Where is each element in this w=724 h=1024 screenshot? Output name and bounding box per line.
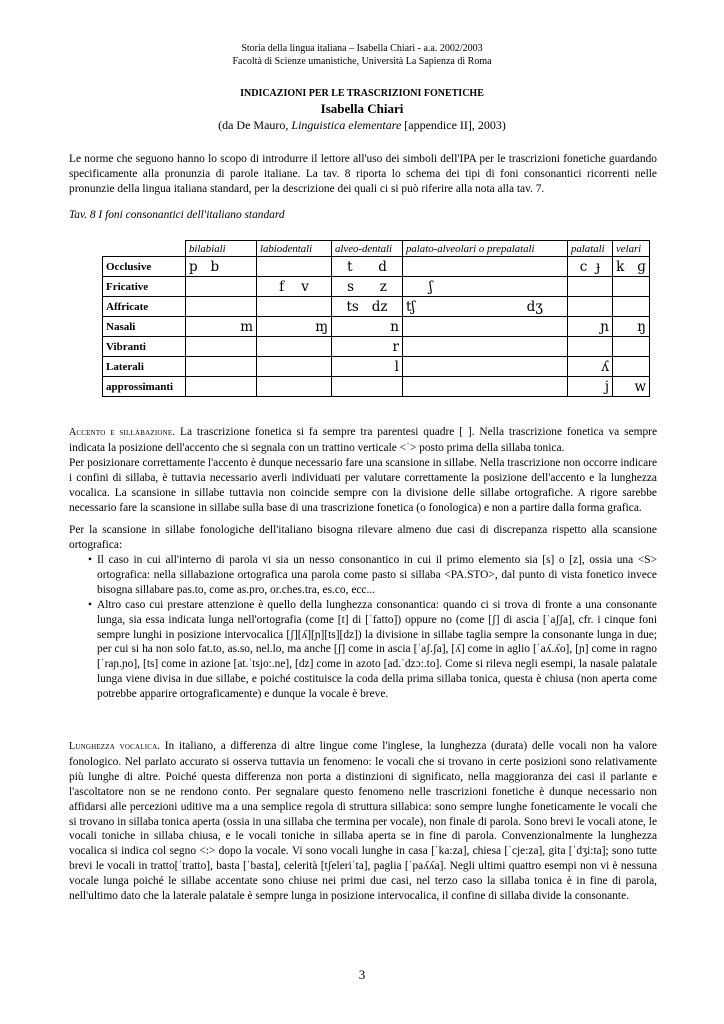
row-label: approssimanti [103, 377, 186, 397]
table-row [103, 317, 650, 337]
table-cell [257, 357, 332, 377]
running-header [0, 42, 724, 68]
list-item-text: Altro caso cui prestare attenzione è quello della lunghezza consonantica: quando ci si trova di fronte a una consonante lunga, sia essa indicata lunga nell'ortografia (come [t] di [ˈfatto]) oppure no (come [ʃ] di ascia [ˈaʃʃa], cfr. i cinque foni sempre lunghi in posizione intervocalica [ʃ][ʎ][ɲ][ts][dz]) la divisione in sillabe taglia sempre la consonante lunga in due; per cui si ha non solo fat.to, as.so, nel.lo, ma anche [ʃ] come in ascia [ˈaʃ.ʃa], [ʎ] come in aglio [ˈaʎ.ʎo], [ɲ] come in ragno [ˈraɲ.ɲo], [ts] come in azione [at.ˈtsjo:.ne], [dz] come in azoto [ad.ˈdzɔ:.to]. Come si rileva negli esempi, la nasale palatale lunga viene divisa in due sillabe, e poiché costituisce la coda della prima sillaba tonica, questa è chiusa (non aperta come potrebbe apparire ortograficamente) e dunque la vocale è breve. [97, 598, 657, 701]
accent-paragraph-1 [69, 425, 657, 456]
discrepancy-list [69, 553, 657, 702]
row-label: Occlusive [103, 257, 186, 277]
table-cell [332, 377, 403, 397]
table-cell: w [613, 377, 650, 397]
table-cell: ɲ [568, 317, 613, 337]
bullet-icon: • [88, 554, 92, 566]
list-item [69, 598, 657, 702]
table-cell: tʃ dʒ [403, 297, 568, 317]
col-header: labiodentali [257, 241, 332, 257]
table-row [103, 337, 650, 357]
table-cell: ɱ [257, 317, 332, 337]
table-cell: j [568, 377, 613, 397]
table-cell [257, 337, 332, 357]
table-cell [257, 377, 332, 397]
table-cell: r [332, 337, 403, 357]
table-cell: l [332, 357, 403, 377]
source-post: [appendice II], 2003) [401, 118, 506, 132]
table-corner-cell [103, 241, 186, 257]
section-heading-accent: Accento e sillabazione. [69, 427, 176, 438]
table-row [103, 257, 650, 277]
table-cell: t d [332, 257, 403, 277]
table-cell [403, 257, 568, 277]
table-cell [257, 257, 332, 277]
col-header: alveo-dentali [332, 241, 403, 257]
table-row [103, 297, 650, 317]
author-name: Isabella Chiari [320, 101, 404, 116]
table-header-row [103, 241, 650, 257]
table-cell [186, 357, 257, 377]
table-cell: ŋ [613, 317, 650, 337]
table-cell [186, 337, 257, 357]
table-cell: k ɡ [613, 257, 650, 277]
table-cell: c ɟ [568, 257, 613, 277]
table-row [103, 377, 650, 397]
col-header: palato-alveolari o prepalatali [403, 241, 568, 257]
page-number: 3 [358, 967, 366, 982]
table-cell [186, 377, 257, 397]
vowel-length-text: In italiano, a differenza di altre lingue come l'inglese, la lunghezza (durata) delle vocali non ha valore fonologico. Nel parlato accurato si osserva tuttavia un fenomeno: le vocali che si trovano in certe posizioni sono relativamente più lunghe di altre. Poiché questa differenza non porta a distinzioni di significato, nella maggioranza dei casi il parlante e l'ascoltatore non se ne rendono conto. Per segnalare questo fenomeno nelle trascrizioni fonetiche è dunque necessario non affidarsi alle percezioni uditive ma a una semplice regola di struttura sillabica: sono sempre lunghe foneticamente le vocali che si trovano in sillaba tonica aperta (ossia in una sillaba che termina per vocale), non finale di parola. Sono brevi le vocali atone, le vocali toniche in sillaba chiusa, e le vocali toniche in sillaba aperta se in fine di parola. Convenzionalmente la lunghezza vocalica si indica col segno <:> dopo la vocale. Vi sono vocali lunghe in casa [ˈka:za], chiesa [ˈcje:za], gita [ˈdʒi:ta]; sono tutte brevi le vocali in tratto[ˈtratto], basta [ˈbasta], celerità [tʃeleriˈta], paglia [ˈpaʎʎa]. Negli ultimi quattro esempi non vi è nessuna vocale lunga poiché le sillabe accentate sono chiuse nei primi due casi, nel terzo caso la sillaba tonica è in fine di parola, nell'ultimo dato che la laterale palatale è sempre lunga in posizione intervocalica, il confine di sillaba divide la consonante. [69, 740, 657, 903]
table-cell [613, 357, 650, 377]
title-block [0, 87, 724, 133]
source-citation [0, 117, 724, 133]
row-label: Nasali [103, 317, 186, 337]
table-cell: ʃ [403, 277, 568, 297]
table-cell [613, 277, 650, 297]
table-cell [403, 377, 568, 397]
table-cell: ts dz [332, 297, 403, 317]
row-label: Affricate [103, 297, 186, 317]
table-cell: s z [332, 277, 403, 297]
table-cell [613, 297, 650, 317]
table-row [103, 357, 650, 377]
col-header: velari [613, 241, 650, 257]
table-cell: m [186, 317, 257, 337]
table-cell [403, 337, 568, 357]
col-header: palatali [568, 241, 613, 257]
row-label: Laterali [103, 357, 186, 377]
bullet-icon: • [88, 598, 92, 611]
list-item [69, 553, 657, 598]
vowel-length-paragraph [69, 739, 657, 904]
table-cell [403, 317, 568, 337]
table-caption: Tav. 8 I foni consonantici dell'italiano standard [69, 209, 285, 221]
document-title: INDICAZIONI PER LE TRASCRIZIONI FONETICHE [240, 88, 484, 99]
source-pre: (da De Mauro, [218, 118, 292, 132]
section-heading-length: Lunghezza vocalica. [69, 741, 161, 752]
intro-paragraph: Le norme che seguono hanno lo scopo di introdurre il lettore all'uso dei simboli dell'IPA per le trascrizioni fonetiche guardando specificamente alla pronunzia di parole italiane. La tav. 8 riporta lo schema dei tipi di foni consonantici ricorrenti nelle pronunzie della lingua italiana standard, per la descrizione dei quali ci si può riferire alla nota alla tav. 7. [69, 153, 657, 195]
accent-paragraph-3: Per la scansione in sillabe fonologiche dell'italiano bisogna rilevare almeno due casi di discrepanza rispetto alla scansione ortografica: [69, 524, 657, 551]
table-cell [613, 337, 650, 357]
table-cell [568, 297, 613, 317]
source-book-title: Linguistica elementare [291, 118, 402, 132]
table-cell [186, 277, 257, 297]
accent-text-1: La trascrizione fonetica si fa sempre tra parentesi quadre [ ]. Nella trascrizione fonetica va sempre indicata la posizione dell'accento che si segnala con un trattino verticale <ˈ> posto prima della sillaba tonica. [69, 426, 657, 454]
header-faculty-line: Facoltà di Scienze umanistiche, Università La Sapienza di Roma [232, 56, 492, 67]
accent-paragraph-2: Per posizionare correttamente l'accento è dunque necessario fare una scansione in sillabe. Nella trascrizione non occorre indicare i confini di sillaba, è tuttavia necessario averli individuati per valutare correttamente la posizione dell'accento e la lunghezza vocalica. La scansione in sillabe tuttavia non coincide sempre con la divisione delle sillabe ortografiche. A rigore sarebbe necessario fare la scansione in sillabe sulla base di una trascrizione fonetica (o fonologica) e non a partire dalla forma grafica. [69, 457, 657, 514]
table-cell: f v [257, 277, 332, 297]
row-label: Fricative [103, 277, 186, 297]
table-cell [568, 277, 613, 297]
table-cell: ʎ [568, 357, 613, 377]
table-cell [186, 297, 257, 317]
row-label: Vibranti [103, 337, 186, 357]
col-header: bilabiali [186, 241, 257, 257]
consonant-table [102, 240, 650, 397]
table-row [103, 277, 650, 297]
list-item-text: Il caso in cui all'interno di parola vi sia un nesso consonantico in cui il primo elemento sia [s] o [z], ossia una <S> ortografica: nella sillabazione ortografica una parola come pasto si sillaba <PA.STO>, dal punto di vista fonetico invece bisogna sillabare pas.to, come as.pro, or.ches.tra, es.co, ecc... [97, 554, 657, 596]
table-cell [257, 297, 332, 317]
table-cell [568, 337, 613, 357]
table-cell: p b [186, 257, 257, 277]
table-cell: n [332, 317, 403, 337]
table-cell [403, 357, 568, 377]
header-course-line: Storia della lingua italiana – Isabella Chiari - a.a. 2002/2003 [241, 43, 483, 54]
